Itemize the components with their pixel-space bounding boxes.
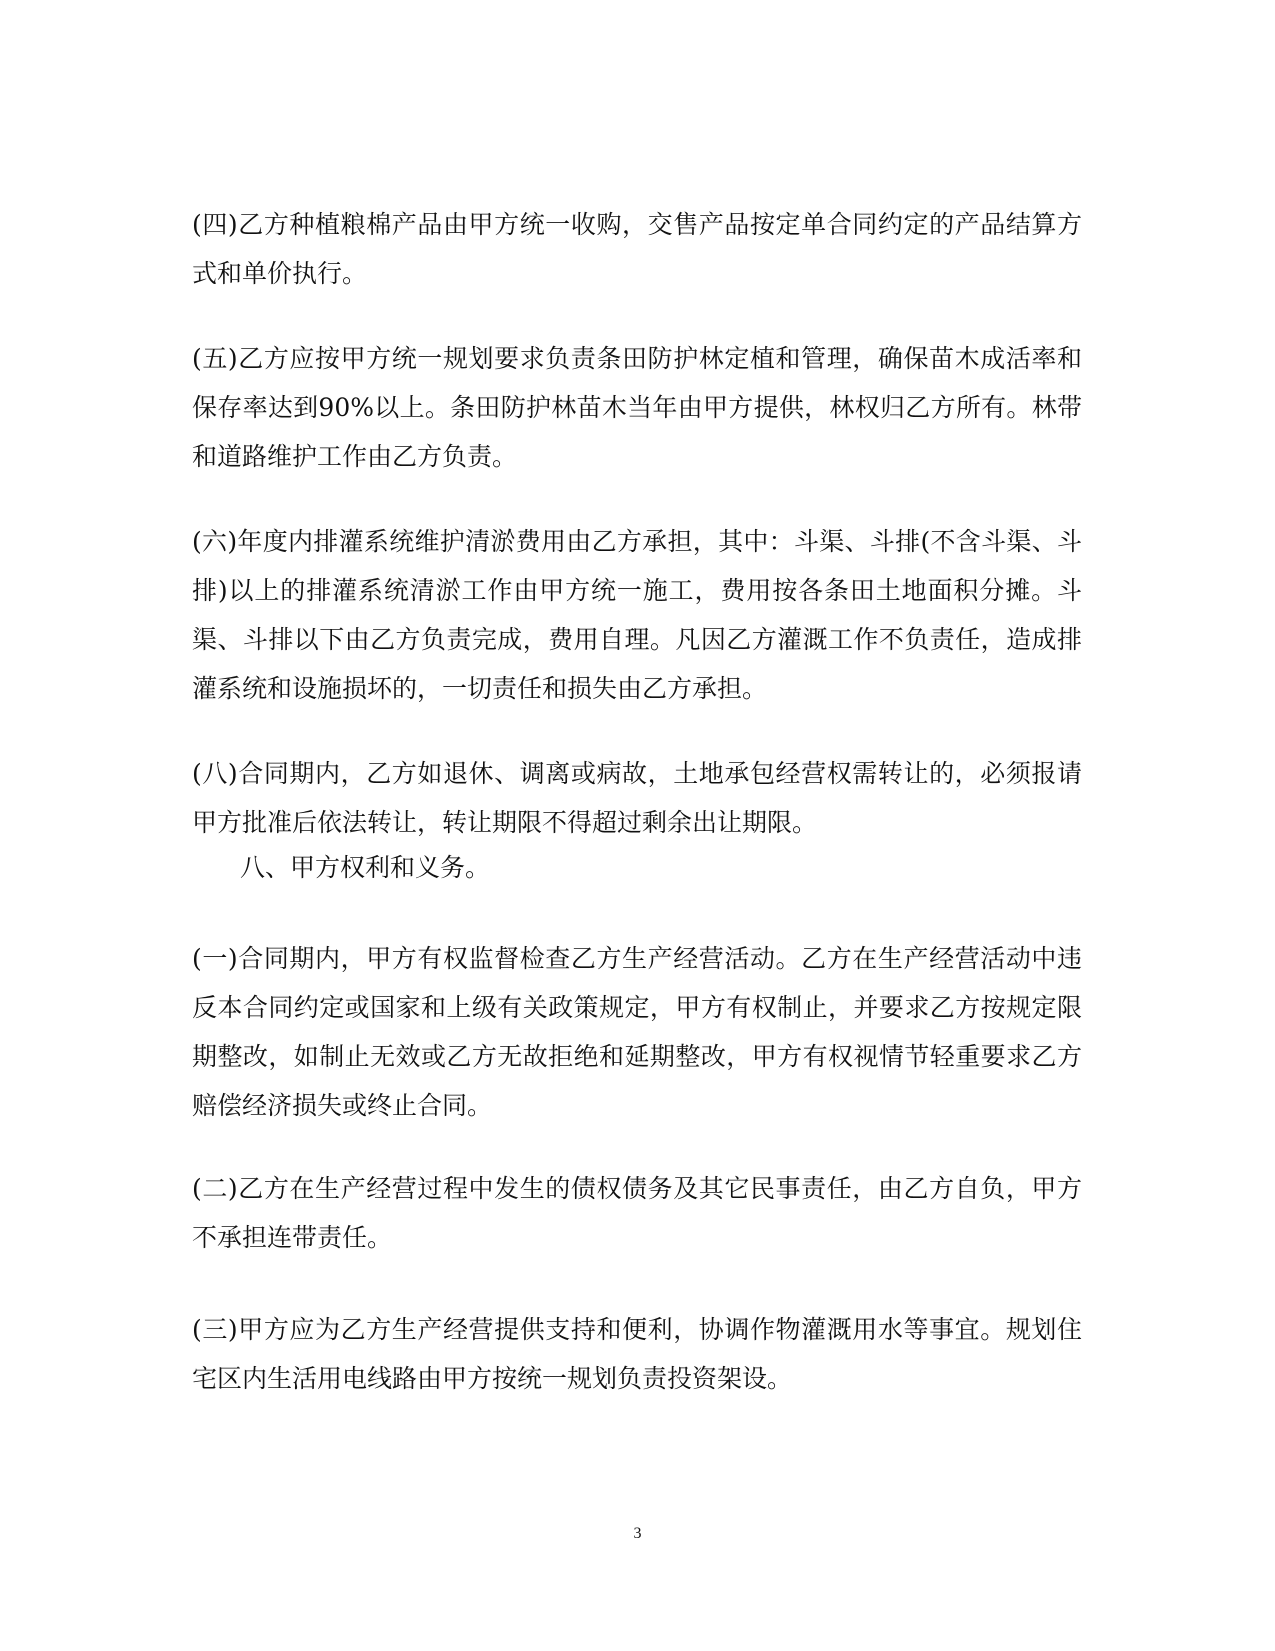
paragraph-item-4: (四)乙方种植粮棉产品由甲方统一收购，交售产品按定单合同约定的产品结算方式和单价执行。 [192, 210, 1082, 288]
section-heading: 八、甲方权利和义务。 [240, 853, 491, 882]
paragraph-item-2: (二)乙方在生产经营过程中发生的债权债务及其它民事责任，由乙方自负，甲方不承担连带责任。 [192, 1174, 1082, 1252]
paragraph-item-3: (三)甲方应为乙方生产经营提供支持和便利，协调作物灌溉用水等事宜。规划住宅区内生活用电线路由甲方按统一规划负责投资架设。 [192, 1315, 1082, 1393]
paragraph-item-1: (一)合同期内，甲方有权监督检查乙方生产经营活动。乙方在生产经营活动中违反本合同约定或国家和上级有关政策规定，甲方有权制止，并要求乙方按规定限期整改，如制止无效或乙方无故拒绝和延期整改，甲方有权视情节轻重要求乙方赔偿经济损失或终止合同。 [192, 944, 1082, 1120]
paragraph-item-5: (五)乙方应按甲方统一规划要求负责条田防护林定植和管理，确保苗木成活率和保存率达到90%以上。条田防护林苗木当年由甲方提供，林权归乙方所有。林带和道路维护工作由乙方负责。 [192, 344, 1082, 471]
paragraph-item-6: (六)年度内排灌系统维护清淤费用由乙方承担，其中：斗渠、斗排(不含斗渠、斗排)以上的排灌系统清淤工作由甲方统一施工，费用按各条田土地面积分摊。斗渠、斗排以下由乙方负责完成，费用自理。凡因乙方灌溉工作不负责任，造成排灌系统和设施损坏的，一切责任和损失由乙方承担。 [192, 527, 1082, 703]
paragraph-item-8: (八)合同期内，乙方如退休、调离或病故，土地承包经营权需转让的，必须报请甲方批准后依法转让，转让期限不得超过剩余出让期限。 [192, 759, 1082, 837]
page-number: 3 [633, 1525, 642, 1542]
